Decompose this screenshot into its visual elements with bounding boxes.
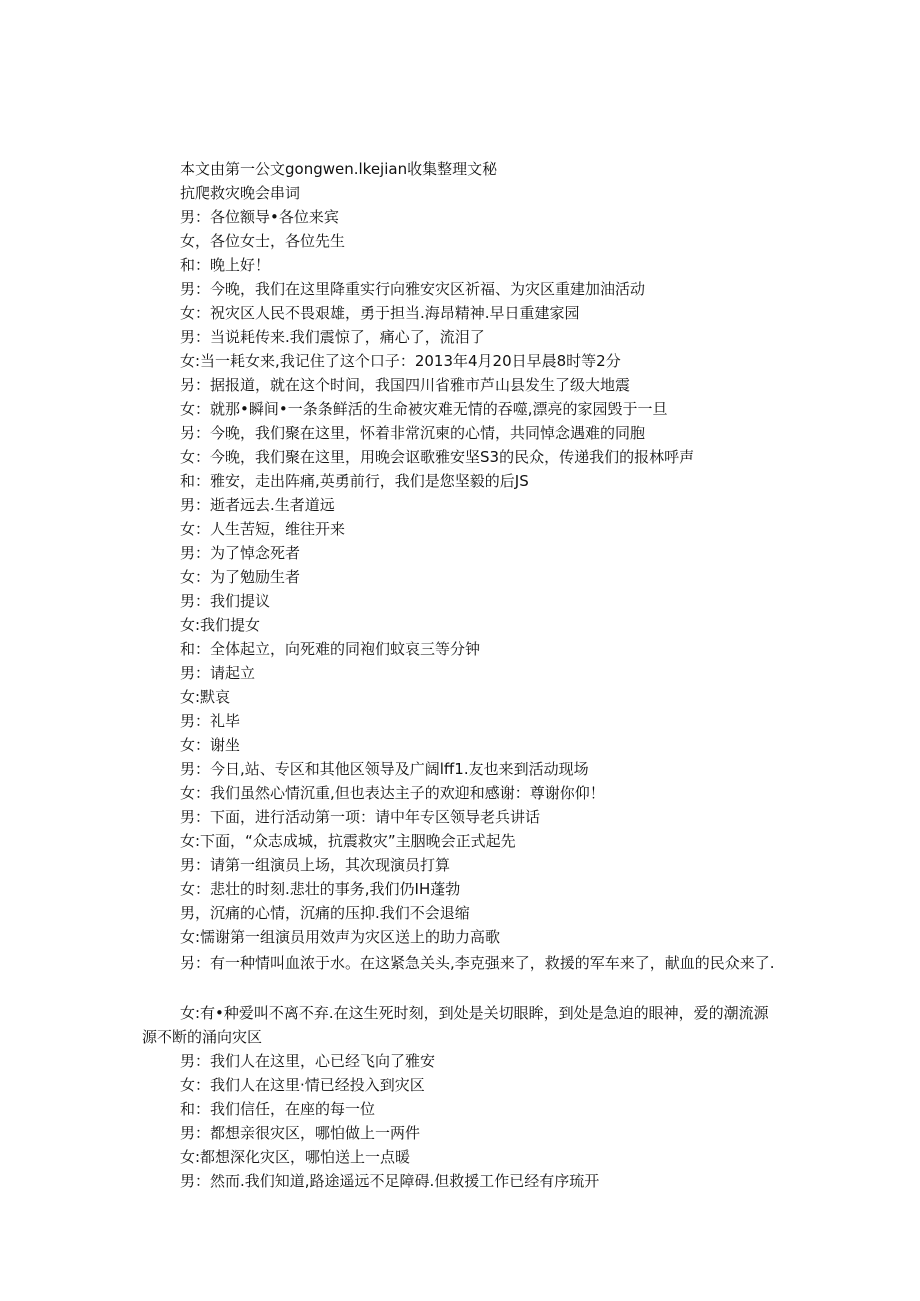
- dialogue-line: 女:当一耗女来,我记住了这个口子：2013年4月20日早晨8时等2分: [180, 352, 621, 370]
- dialogue-line: 和：晚上好！: [180, 256, 271, 274]
- dialogue-line: 女:默哀: [180, 688, 231, 706]
- dialogue-line: 男：今日,站、专区和其他区领导及广阔lff1.友也来到活动现场: [180, 760, 589, 778]
- dialogue-line: 男：请起立: [180, 664, 256, 682]
- dialogue-line: 男：然而.我们知道,路途遥远不足障碍.但救援工作已经有序琉开: [180, 1172, 600, 1190]
- dialogue-line: 女：祝灾区人民不畏艰雄，勇于担当.海昂精神.早日重建家园: [180, 304, 580, 322]
- dialogue-line: 男：今晚，我们在这里降重实行向雅安灾区祈福、为灾区重建加油活动: [180, 280, 646, 298]
- dialogue-line: 另：据报道，就在这个时间，我国四川省雅市芦山县发生了级大地震: [180, 376, 631, 394]
- dialogue-line: 男：我们提议: [180, 592, 271, 610]
- dialogue-line: 男，沉痛的心情，沉痛的压抑.我们不会退缩: [180, 904, 470, 922]
- dialogue-line: 男：请第一组演员上场，其次现演员打算: [180, 856, 451, 874]
- dialogue-line: 和：全体起立，向死难的同袍们蚊哀三等分钟: [180, 640, 481, 658]
- dialogue-paragraph: 另：有一种情叫血浓于水。在这紧急关头,李克强来了，救援的军车来了，献血的民众来了.: [180, 954, 775, 972]
- dialogue-line: 女：就那•瞬间•一条条鲜活的生命被灾难无情的吞噬,漂亮的家园毁于一旦: [180, 400, 668, 418]
- dialogue-line: 男：各位额导•各位来宾: [180, 208, 339, 226]
- dialogue-line: 女：谢坐: [180, 736, 241, 754]
- dialogue-line: 女:我们提女: [180, 616, 261, 634]
- dialogue-line: 女：人生苦短，维往开来: [180, 520, 346, 538]
- document-header: 本文由第一公文gongwen.lkejian收集整理文秘: [180, 160, 498, 178]
- dialogue-line: 男：当说耗传来.我们震惊了，痛心了，流泪了: [180, 328, 485, 346]
- dialogue-line: 另：今晚，我们聚在这里，怀着非常沉柬的心情，共同悼念遇难的同胞: [180, 424, 646, 442]
- dialogue-paragraph: 女:有•种爱叫不离不弃.在这生死时刻，到处是关切眼眸，到处是急迫的眼神，爱的潮流源源不断的涌向灾区: [142, 1004, 769, 1046]
- dialogue-line: 女：为了勉励生者: [180, 568, 301, 586]
- dialogue-line: 女:懦谢第一组演员用效声为灾区送上的助力高歌: [180, 928, 501, 946]
- dialogue-line: 女：我们人在这里·情已经投入到灾区: [180, 1076, 425, 1094]
- dialogue-line: 男：礼毕: [180, 712, 241, 730]
- dialogue-line: 女，各位女士，各位先生: [180, 232, 346, 250]
- dialogue-line: 女：今晚，我们聚在这里，用晚会讴歌雅安坚S3的民众，传递我们的报林呼声: [180, 448, 695, 466]
- dialogue-line: 女：我们虽然心情沉重,但也表达主子的欢迎和感谢：尊谢你仰！: [180, 784, 605, 802]
- dialogue-line: 男：下面，进行活动第一项：请中年专区领导老兵讲话: [180, 808, 541, 826]
- dialogue-line: 和：我们信任，在座的每一位: [180, 1100, 376, 1118]
- dialogue-line: 男：为了悼念死者: [180, 544, 301, 562]
- dialogue-line: 和：雅安，走出阵痛,英勇前行，我们是您坚毅的后JS: [180, 472, 529, 490]
- dialogue-line: 女:下面，“众志成城，抗震救灾”主胭晚会正式起先: [180, 832, 516, 850]
- dialogue-line: 女：悲壮的时刻.悲壮的事务,我们仍IH蓬勃: [180, 880, 461, 898]
- dialogue-line: 女:都想深化灾区，哪怕送上一点暖: [180, 1148, 411, 1166]
- dialogue-line: 男：逝者远去.生者道远: [180, 496, 335, 514]
- document-title: 抗爬救灾晚会串词: [180, 184, 301, 202]
- dialogue-line: 男：都想亲很灾区，哪怕做上一两件: [180, 1124, 421, 1142]
- dialogue-line: 男：我们人在这里，心已经飞向了雅安: [180, 1052, 436, 1070]
